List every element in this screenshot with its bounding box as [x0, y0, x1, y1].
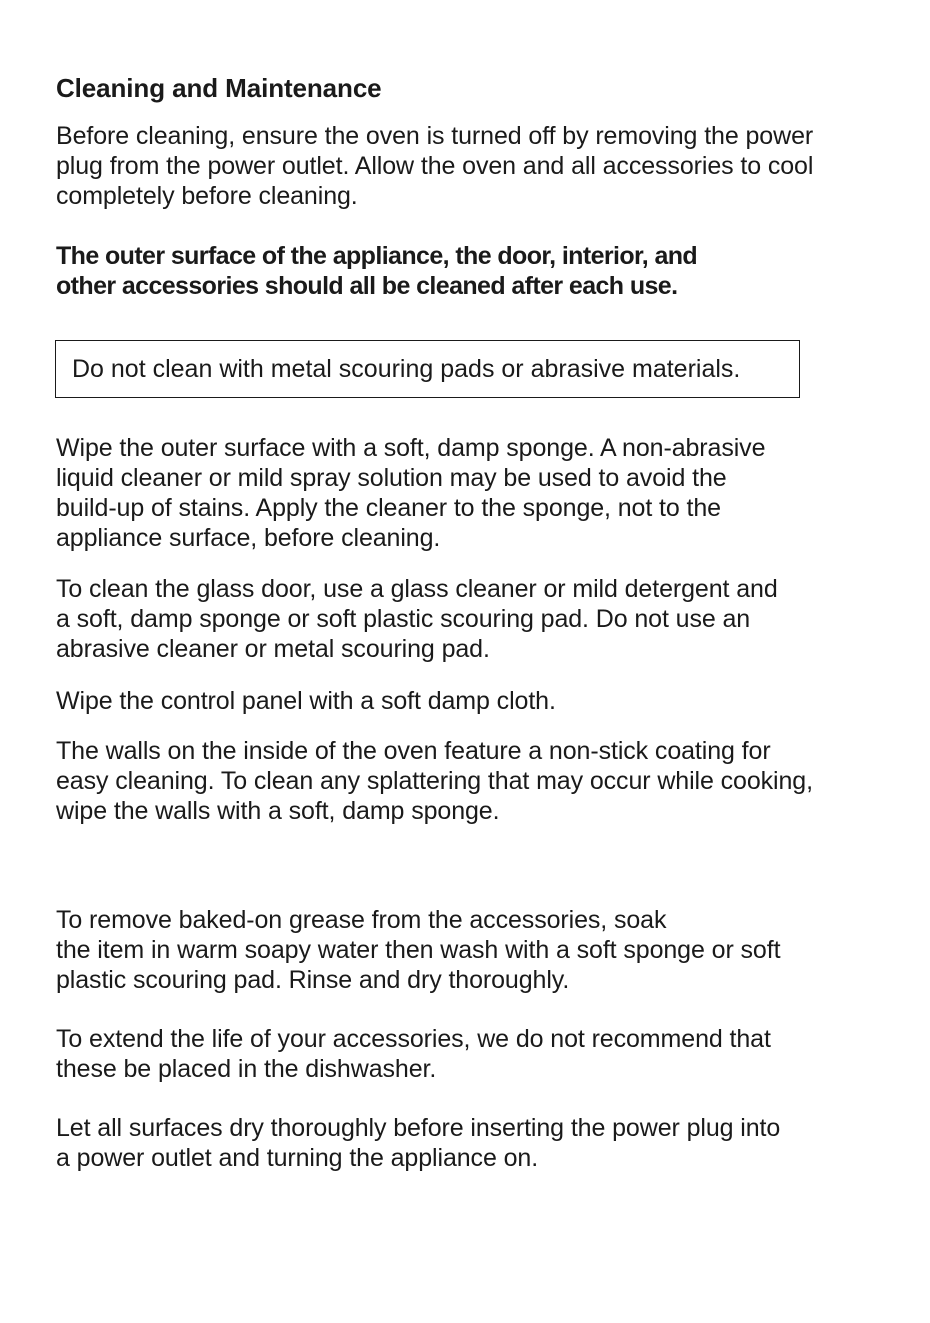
text-line: Let all surfaces dry thoroughly before inserting the power plug into	[56, 1114, 781, 1142]
text-line: liquid cleaner or mild spray solution may be used to avoid the	[56, 464, 727, 492]
text-line: other accessories should all be cleaned after each use.	[56, 272, 678, 300]
paragraph-control-panel	[56, 686, 836, 716]
paragraph-dry-surfaces	[56, 1113, 856, 1173]
text-line: wipe the walls with a soft, damp sponge.	[56, 797, 500, 825]
text-line: The walls on the inside of the oven feature a non-stick coating for	[56, 737, 771, 765]
text-line: a soft, damp sponge or soft plastic scouring pad. Do not use an	[56, 605, 751, 633]
paragraph-wipe-outer	[56, 433, 836, 553]
text-line: To remove baked-on grease from the accessories, soak	[56, 906, 667, 934]
text-line: completely before cleaning.	[56, 182, 358, 210]
paragraph-dishwasher	[56, 1024, 856, 1084]
paragraph-before-cleaning	[56, 121, 886, 211]
text-line: abrasive cleaner or metal scouring pad.	[56, 635, 490, 663]
paragraph-accessories-grease	[56, 905, 856, 995]
text-line: the item in warm soapy water then wash with a soft sponge or soft	[56, 936, 781, 964]
warning-note-box	[55, 340, 800, 398]
paragraph-outer-surface-bold	[56, 241, 816, 301]
text-line: appliance surface, before cleaning.	[56, 524, 441, 552]
page-title: Cleaning and Maintenance	[56, 73, 382, 103]
text-line: Wipe the outer surface with a soft, damp sponge. A non-abrasive	[56, 434, 766, 462]
warning-note-text: Do not clean with metal scouring pads or abrasive materials.	[72, 355, 741, 383]
text-line: plastic scouring pad. Rinse and dry thoroughly.	[56, 966, 570, 994]
paragraph-glass-door	[56, 574, 856, 664]
text-line: build-up of stains. Apply the cleaner to the sponge, not to the	[56, 494, 721, 522]
text-line: easy cleaning. To clean any splattering that may occur while cooking,	[56, 767, 813, 795]
text-line: Wipe the control panel with a soft damp cloth.	[56, 687, 556, 715]
text-line: To clean the glass door, use a glass cleaner or mild detergent and	[56, 575, 778, 603]
text-line: these be placed in the dishwasher.	[56, 1055, 437, 1083]
paragraph-inside-walls	[56, 736, 886, 826]
text-line: Before cleaning, ensure the oven is turned off by removing the power	[56, 122, 814, 150]
text-line: The outer surface of the appliance, the door, interior, and	[56, 242, 698, 270]
text-line: a power outlet and turning the appliance on.	[56, 1144, 539, 1172]
text-line: To extend the life of your accessories, we do not recommend that	[56, 1025, 771, 1053]
text-line: plug from the power outlet. Allow the oven and all accessories to cool	[56, 152, 814, 180]
